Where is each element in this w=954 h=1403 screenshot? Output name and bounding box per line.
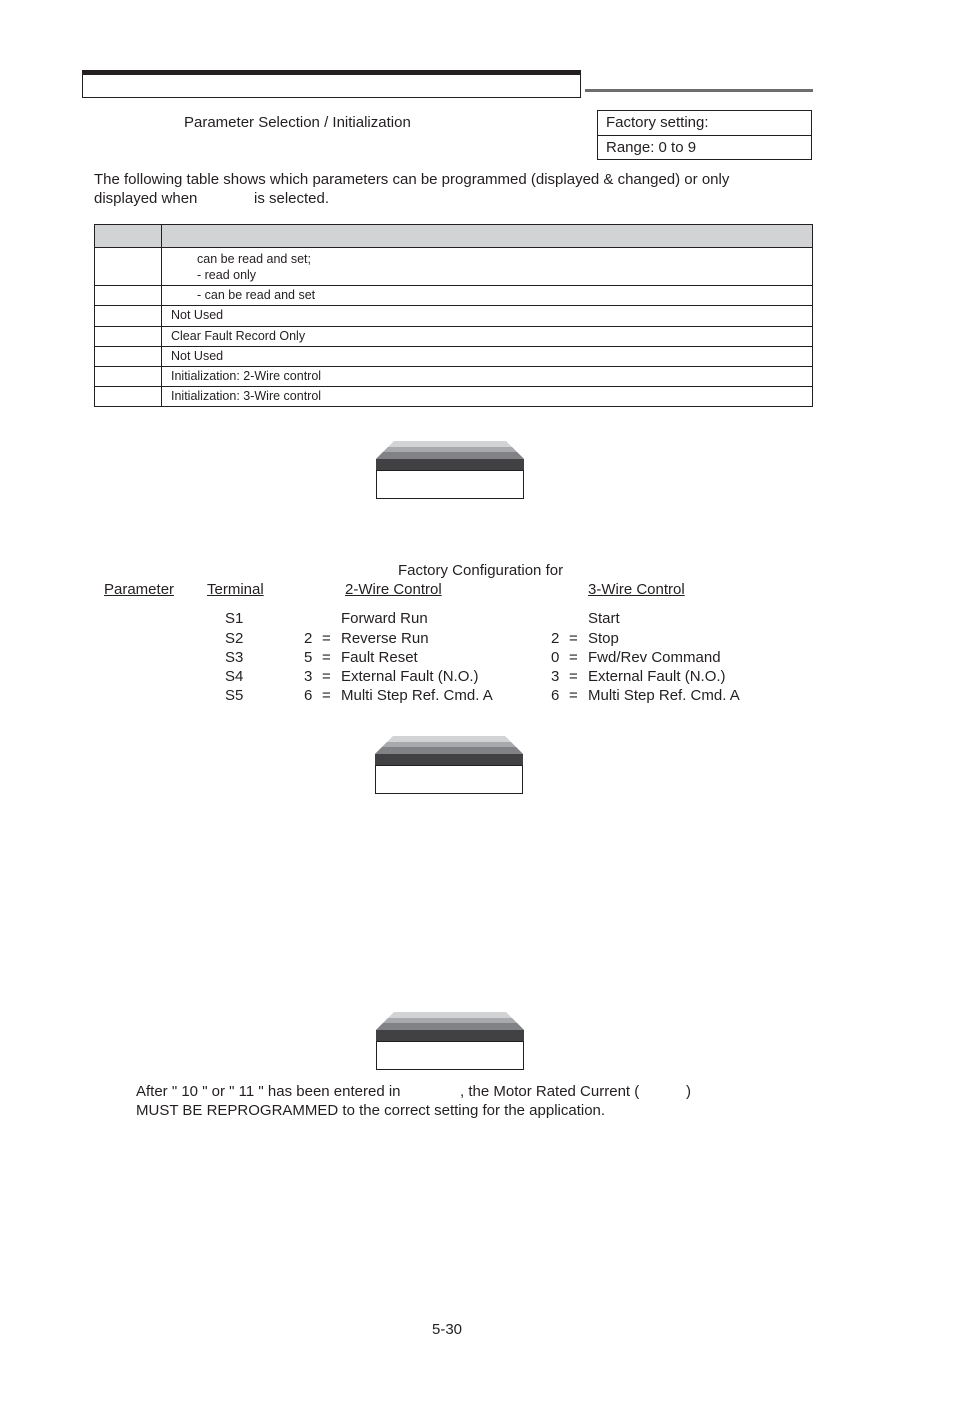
table-cell: Clear Fault Record Only bbox=[171, 329, 306, 343]
three-wire-function: Fwd/Rev Command bbox=[588, 649, 721, 666]
three-wire-value: 6 bbox=[551, 687, 560, 704]
three-wire-function: Multi Step Ref. Cmd. A bbox=[588, 687, 740, 704]
three-wire-value: 2 bbox=[551, 630, 560, 647]
two-wire-function: Fault Reset bbox=[341, 649, 418, 666]
col-header-2-wire: 2-Wire Control bbox=[345, 581, 442, 598]
three-wire-function: Start bbox=[588, 610, 620, 627]
terminal-label: S3 bbox=[225, 649, 244, 666]
terminal-label: S4 bbox=[225, 668, 244, 685]
note-line-2: MUST BE REPROGRAMMED to the correct setting for the application. bbox=[136, 1102, 606, 1119]
table-cell: Initialization: 2-Wire control bbox=[171, 369, 322, 383]
intro-line-2a: displayed when bbox=[94, 190, 198, 207]
page-number: 5-30 bbox=[432, 1321, 463, 1338]
equals-sign: = bbox=[569, 630, 578, 647]
table-row bbox=[95, 305, 812, 326]
two-wire-function: External Fault (N.O.) bbox=[341, 668, 479, 685]
two-wire-value: 5 bbox=[304, 649, 313, 666]
three-wire-function: Stop bbox=[588, 630, 619, 647]
parameter-title: Parameter Selection / Initialization bbox=[184, 114, 411, 131]
important-tab-header-icon bbox=[375, 736, 523, 766]
two-wire-function: Reverse Run bbox=[341, 630, 429, 647]
table-row bbox=[95, 285, 812, 305]
two-wire-value: 3 bbox=[304, 668, 313, 685]
two-wire-value: 2 bbox=[304, 630, 313, 647]
equals-sign: = bbox=[322, 687, 331, 704]
table-cell: - can be read and set bbox=[197, 288, 316, 302]
three-wire-value: 3 bbox=[551, 668, 560, 685]
table-row bbox=[95, 247, 812, 285]
intro-line-1: The following table shows which parameters can be programmed (displayed & changed) or only bbox=[94, 171, 730, 188]
important-tab bbox=[376, 1012, 524, 1070]
important-tab bbox=[375, 736, 523, 794]
terminal-label: S5 bbox=[225, 687, 244, 704]
table-cell: Not Used bbox=[171, 349, 224, 363]
equals-sign: = bbox=[322, 630, 331, 647]
terminal-label: S1 bbox=[225, 610, 244, 627]
col-header-terminal: Terminal bbox=[207, 581, 264, 598]
important-tab-header-icon bbox=[376, 441, 524, 471]
range-label: Range: 0 to 9 bbox=[606, 139, 697, 156]
equals-sign: = bbox=[569, 649, 578, 666]
table-row bbox=[95, 366, 812, 386]
section-header-box bbox=[82, 70, 581, 98]
three-wire-value: 0 bbox=[551, 649, 560, 666]
equals-sign: = bbox=[569, 687, 578, 704]
important-tab bbox=[376, 441, 524, 499]
col-header-3-wire: 3-Wire Control bbox=[588, 581, 685, 598]
two-wire-value: 6 bbox=[304, 687, 313, 704]
three-wire-function: External Fault (N.O.) bbox=[588, 668, 726, 685]
two-wire-function: Multi Step Ref. Cmd. A bbox=[341, 687, 493, 704]
table-row bbox=[95, 346, 812, 366]
table-row bbox=[95, 326, 812, 346]
factory-setting-divider bbox=[597, 135, 812, 136]
section-header-rule bbox=[585, 89, 813, 92]
intro-line-2b: is selected. bbox=[254, 190, 330, 207]
col-header-parameter: Parameter bbox=[104, 581, 175, 598]
table-header-cell bbox=[95, 225, 162, 247]
equals-sign: = bbox=[322, 668, 331, 685]
table-cell: can be read and set; bbox=[197, 252, 311, 266]
terminal-label: S2 bbox=[225, 630, 244, 647]
two-wire-function: Forward Run bbox=[341, 610, 428, 627]
note-line-1c: ) bbox=[686, 1083, 691, 1100]
note-line-1a: After " 10 " or " 11 " has been entered in bbox=[136, 1083, 401, 1100]
important-tab-header-icon bbox=[376, 1012, 524, 1042]
note-line-1b: , the Motor Rated Current ( bbox=[460, 1083, 640, 1100]
table-row bbox=[95, 386, 812, 406]
table-cell: Not Used bbox=[171, 308, 224, 322]
parameter-access-table bbox=[94, 224, 813, 407]
table-header-row bbox=[95, 225, 812, 247]
factory-config-title: Factory Configuration for bbox=[398, 562, 564, 579]
factory-setting-label: Factory setting: bbox=[606, 114, 709, 131]
equals-sign: = bbox=[322, 649, 331, 666]
equals-sign: = bbox=[569, 668, 578, 685]
table-cell: - read only bbox=[197, 268, 257, 282]
table-cell: Initialization: 3-Wire control bbox=[171, 389, 322, 403]
